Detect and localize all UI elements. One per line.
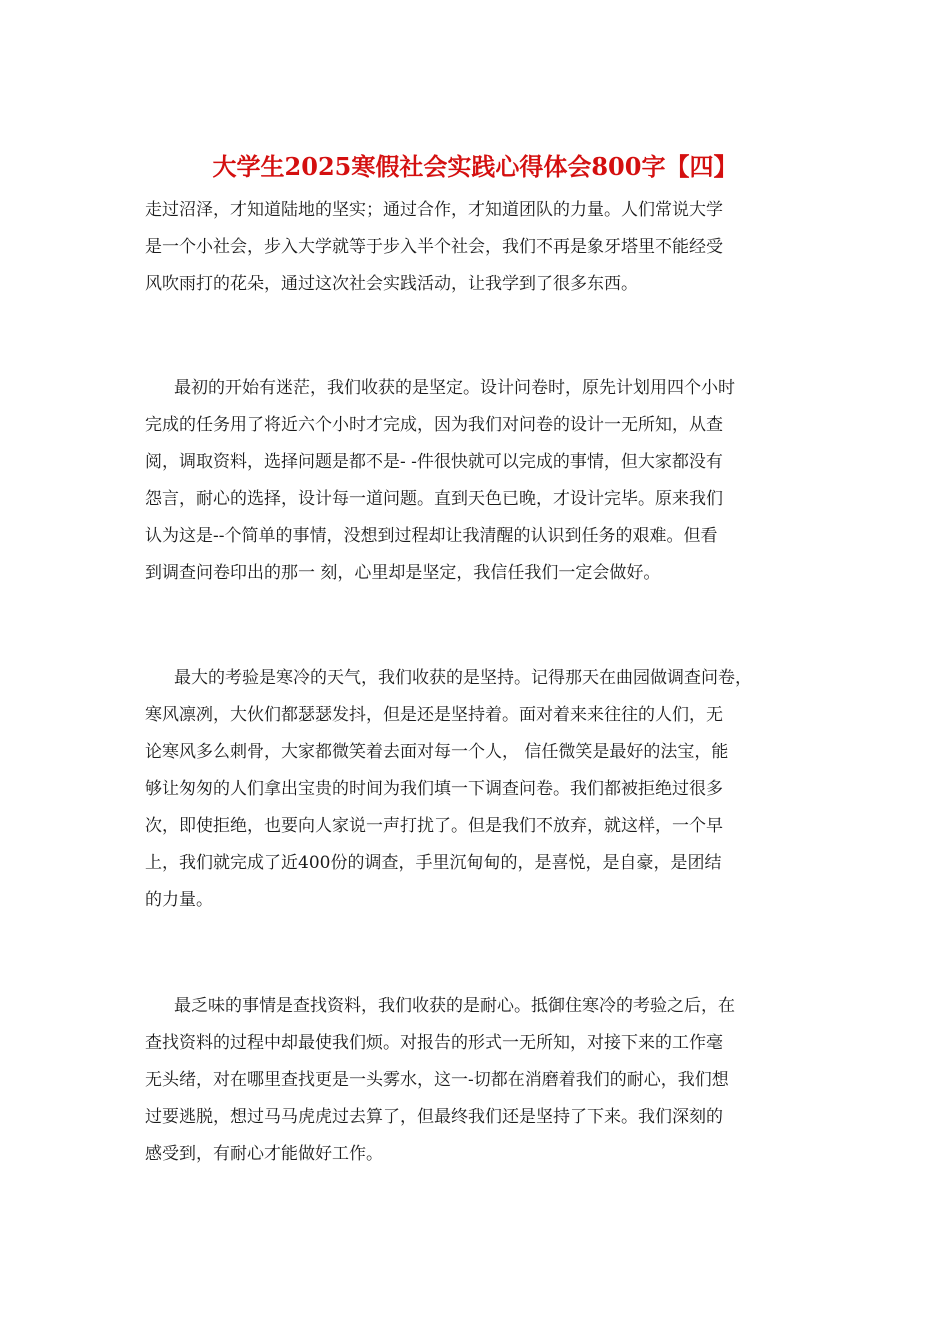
paragraph-2-line-6: 到调查问卷印出的那一 刻，心里却是坚定，我信任我们一定会做好。 xyxy=(145,563,661,583)
paragraph-4-line-3: 无头绪，对在哪里查找更是一头雾水，这一-切都在消磨着我们的耐心，我们想 xyxy=(145,1070,729,1090)
paragraph-1-line-3: 风吹雨打的花朵，通过这次社会实践活动，让我学到了很多东西。 xyxy=(145,274,638,294)
paragraph-2-line-3: 阅，调取资料，选择问题是都不是- -件很快就可以完成的事情，但大家都没有 xyxy=(145,452,723,472)
paragraph-3-line-2: 寒风凛冽，大伙们都瑟瑟发抖，但是还是坚持着。面对着来来往往的人们，无 xyxy=(145,705,723,725)
paragraph-4-line-2: 查找资料的过程中却最使我们烦。对报告的形式一无所知，对接下来的工作毫 xyxy=(145,1033,723,1053)
paragraph-2-line-1: 最初的开始有迷茫，我们收获的是坚定。设计问卷时，原先计划用四个小时 xyxy=(174,378,735,398)
paragraph-2-line-5: 认为这是--个简单的事情，没想到过程却让我清醒的认识到任务的艰难。但看 xyxy=(145,526,718,546)
document-title: 大学生2025寒假社会实践心得体会800字【四】 xyxy=(212,152,738,181)
paragraph-3-line-4: 够让匆匆的人们拿出宝贵的时间为我们填一下调查问卷。我们都被拒绝过很多 xyxy=(145,779,723,799)
paragraph-3-line-7: 的力量。 xyxy=(145,890,213,910)
paragraph-4-line-1: 最乏味的事情是查找资料，我们收获的是耐心。抵御住寒冷的考验之后，在 xyxy=(174,996,735,1016)
paragraph-2-line-4: 怨言，耐心的选择，设计每一道问题。直到天色已晚，才设计完毕。原来我们 xyxy=(145,489,723,509)
paragraph-3-line-1: 最大的考验是寒冷的天气，我们收获的是坚持。记得那天在曲园做调查问卷， xyxy=(174,668,752,688)
paragraph-2-line-2: 完成的任务用了将近六个小时才完成，因为我们对问卷的设计一无所知，从查 xyxy=(145,415,723,435)
paragraph-3-line-6: 上，我们就完成了近400份的调查，手里沉甸甸的，是喜悦，是自豪，是团结 xyxy=(145,853,722,873)
paragraph-1-line-2: 是一个小社会，步入大学就等于步入半个社会，我们不再是象牙塔里不能经受 xyxy=(145,237,723,257)
paragraph-3-line-5: 次，即使拒绝，也要向人家说一声打扰了。但是我们不放弃，就这样，一个早 xyxy=(145,816,723,836)
paragraph-1-line-1: 走过沼泽，才知道陆地的坚实；通过合作，才知道团队的力量。人们常说大学 xyxy=(145,200,723,220)
paragraph-3-line-3: 论寒风多么刺骨，大家都微笑着去面对每一个人， 信任微笑是最好的法宝，能 xyxy=(145,742,729,762)
paragraph-4-line-5: 感受到，有耐心才能做好工作。 xyxy=(145,1144,383,1164)
paragraph-4-line-4: 过要逃脱，想过马马虎虎过去算了，但最终我们还是坚持了下来。我们深刻的 xyxy=(145,1107,723,1127)
